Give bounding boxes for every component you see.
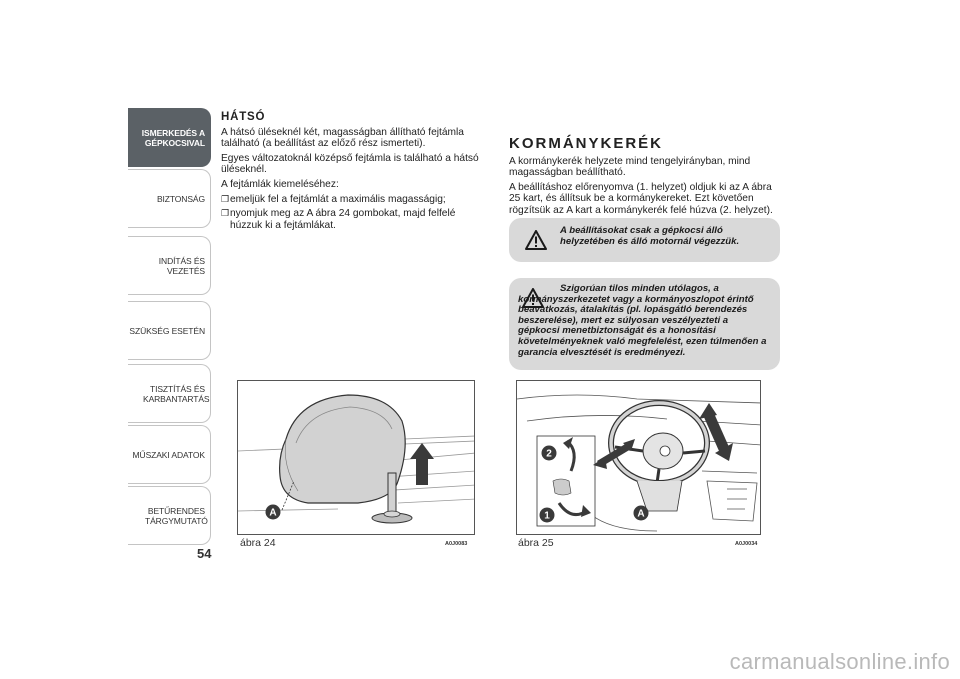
tab-biztonsag[interactable]: BIZTONSÁG — [128, 169, 211, 228]
tab-inditas[interactable]: INDÍTÁS ÉS VEZETÉS — [128, 236, 211, 295]
section-heading-hatso: HÁTSÓ — [221, 111, 266, 123]
paragraph: A beállításhoz előrenyomva (1. helyzet) oldjuk ki az A ábra 25 kart, és állítsuk be a kormánykereket. Ezt követően rögzítsük az A kart a kormánykerék felé húzva (2. helyzet). — [509, 181, 773, 216]
warning-text: A beállításokat csak a gépkocsi álló helyzetében és álló motornál végezzük. — [560, 225, 740, 247]
page-number: 54 — [197, 546, 212, 561]
right-column — [509, 135, 780, 220]
figure-code: A0J0034 — [735, 541, 758, 547]
list-item: ❐ nyomjuk meg az A ábra 24 gombokat, majd felfelé húzzuk ki a fejtámlákat. — [221, 208, 456, 231]
left-column — [221, 112, 487, 234]
paragraph: A fejtámlák kiemeléséhez: — [221, 178, 339, 190]
figure-caption: ábra 25 — [518, 537, 554, 549]
headrest-illustration — [238, 381, 475, 535]
paragraph: A kormánykerék helyzete mind tengelyirányban, mind magasságban beállítható. — [509, 155, 751, 179]
warning-box — [509, 278, 780, 370]
figure-code: A0J0083 — [445, 541, 468, 547]
tab-tisztitas[interactable]: TISZTÍTÁS ÉS KARBANTARTÁS — [128, 364, 211, 423]
warning-text: Szigorúan tilos minden utólagos, a kormányszerkezetet vagy a kormányoszlopot érintő beavatkozás, átalakítás (pl. lopásgátló berendezés beszerelése), mert ez súlyosan veszélyezteti a gépkocsi menetbiztonságát és a honosítási követelményeknek való megfelelést, ezen túlmenően a garancia elvesztését is eredményezi. — [518, 283, 767, 358]
figure-caption: ábra 24 — [240, 537, 276, 549]
callout-a: A — [269, 507, 277, 519]
tab-betu[interactable]: BETŰRENDES TÁRGYMUTATÓ — [128, 486, 211, 545]
checkbox-bullet-icon: ❐ — [221, 193, 230, 204]
warning-triangle-icon — [525, 230, 547, 250]
paragraph: Egyes változatoknál középső fejtámla is található a hátsó üléseknél. — [221, 152, 479, 176]
tab-muszaki[interactable]: MŰSZAKI ADATOK — [128, 425, 211, 484]
list-item: ❐ emeljük fel a fejtámlát a maximális magasságig; — [221, 193, 446, 205]
checkbox-bullet-icon: ❐ — [221, 208, 230, 219]
figure-24-headrest — [237, 380, 475, 535]
callout-1: 1 — [544, 510, 550, 522]
up-arrow-icon — [410, 443, 434, 485]
paragraph: A hátsó üléseknél két, magasságban állítható fejtámla található (a beállítást az előző rész ismerteti). — [221, 126, 464, 150]
steering-wheel-illustration — [517, 381, 761, 535]
warning-box — [509, 218, 780, 262]
tab-szukseg[interactable]: SZÜKSÉG ESETÉN — [128, 301, 211, 360]
section-heading-kormanykerek: KORMÁNYKERÉK — [509, 135, 664, 152]
tab-ismerkedes[interactable]: ISMERKEDÉS A GÉPKOCSIVAL — [128, 108, 211, 167]
watermark: carmanualsonline.info — [729, 649, 950, 674]
callout-2: 2 — [546, 448, 552, 460]
figure-25-steering-wheel — [516, 380, 761, 535]
callout-a: A — [637, 508, 645, 520]
